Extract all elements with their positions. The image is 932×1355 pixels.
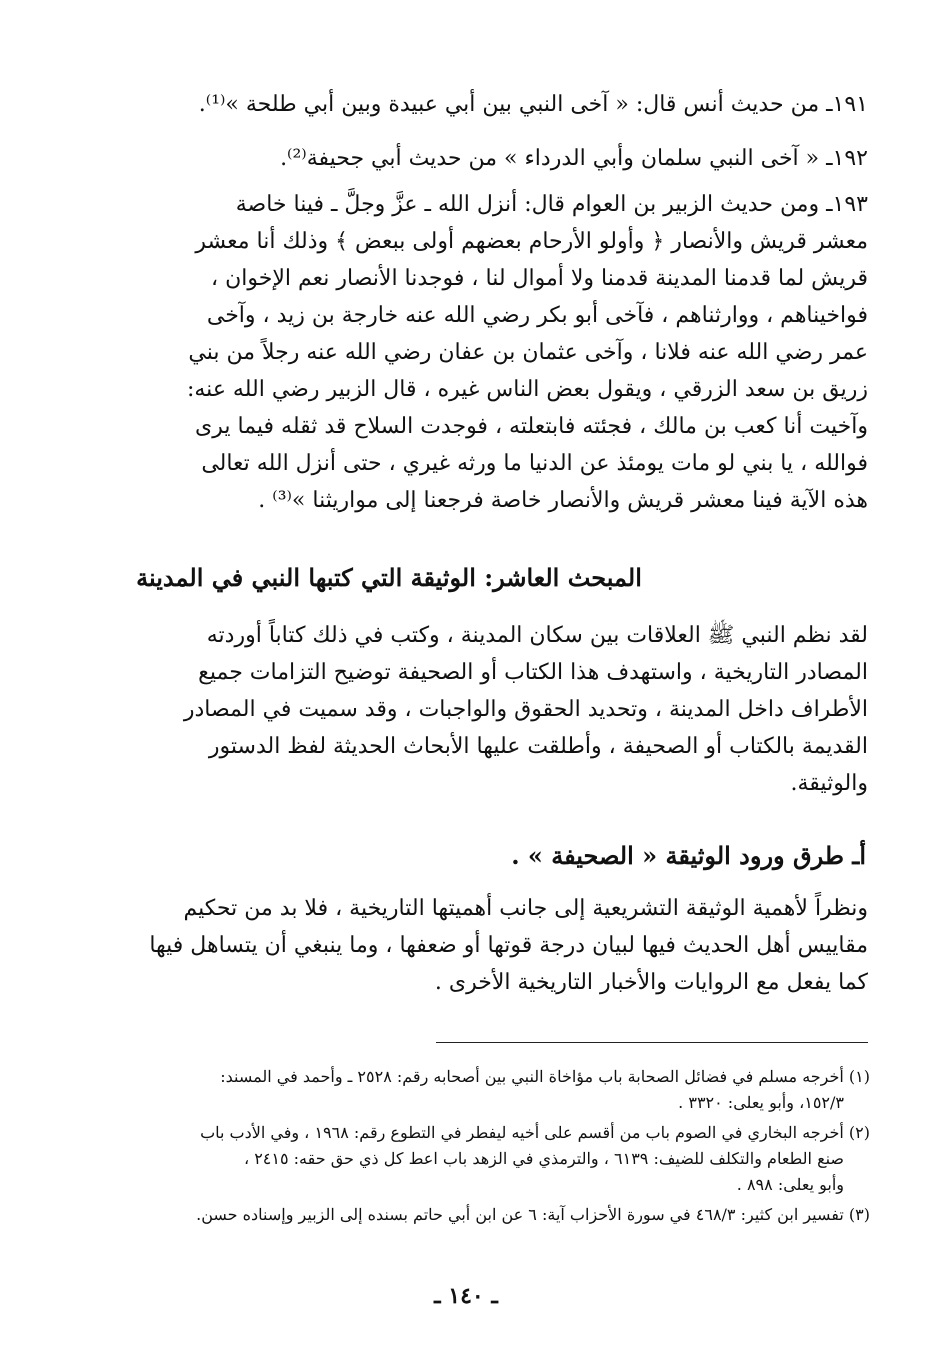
hadith-193-paragraph <box>58 186 868 519</box>
footnote-1-line: (١) أخرجه مسلم في فضائل الصحابة باب مؤاخاة النبي بين أصحابه رقم: ٢٥٢٨ ـ وأحمد في المسند: <box>220 1067 870 1086</box>
hadith-192: ١٩٢ـ « آخى النبي سلمان وأبي الدرداء » من حديث أبي جحيفة⁽²⁾. <box>280 146 868 171</box>
closing-paragraph <box>58 890 868 1001</box>
paragraph-line: ١٩٣ـ ومن حديث الزبير بن العوام قال: أنزل الله ـ عزَّ وجلَّ ـ فينا خاصة <box>235 192 868 217</box>
paragraph-line: قريش لما قدمنا المدينة قدمنا ولا أموال لنا ، فوجدنا الأنصار نعم الإخوان ، <box>211 266 868 291</box>
paragraph-line: معشر قريش والأنصار ﴿ وأولو الأرحام بعضهم أولى ببعض ﴾ وذلك أنا معشر <box>195 229 868 254</box>
footnotes <box>58 1064 870 1228</box>
paragraph-line: كما يفعل مع الروايات والأخبار التاريخية الأخرى . <box>434 970 868 995</box>
paragraph-line: وآخيت أنا كعب بن مالك ، فجئته فابتعلته ، فوجدت السلاح قد ثقله فيما يرى <box>195 414 868 439</box>
footnote-3-line: (٣) تفسير ابن كثير: ٤٦٨/٣ في سورة الأحزاب آية: ٦ عن ابن أبي حاتم بسنده إلى الزبير وإسناده حسن. <box>196 1205 870 1224</box>
paragraph-line: المصادر التاريخية ، واستهدف هذا الكتاب أو الصحيفة توضيح التزامات جميع <box>198 660 868 685</box>
section-heading: المبحث العاشر: الوثيقة التي كتبها النبي في المدينة <box>136 563 642 592</box>
footnote-2-line: (٢) أخرجه البخاري في الصوم باب من أقسم على أخيه ليفطر في التطوع رقم: ١٩٦٨ ، وفي الأدب باب <box>200 1123 870 1142</box>
intro-paragraph <box>58 617 868 802</box>
paragraph-line: لقد نظم النبي ﷺ العلاقات بين سكان المدينة ، وكتب في ذلك كتاباً أوردته <box>206 623 868 648</box>
paragraph-line: هذه الآية فينا معشر قريش والأنصار خاصة فرجعنا إلى مواريثنا »⁽³⁾ . <box>258 488 868 513</box>
paragraph-line: الأطراف داخل المدينة ، وتحديد الحقوق والواجبات ، وقد سميت في المصادر <box>183 697 868 722</box>
hadith-191: ١٩١ـ من حديث أنس قال: « آخى النبي بين أبي عبيدة وبين أبي طلحة »⁽¹⁾. <box>198 92 868 117</box>
footnote-separator <box>436 1042 868 1043</box>
subsection-heading: أـ طرق ورود الوثيقة « الصحيفة » . <box>511 841 866 870</box>
footnote-2-line: وأبو يعلى: ٨٩٨ . <box>736 1175 844 1194</box>
paragraph-line: مقاييس أهل الحديث فيها لبيان درجة قوتها أو ضعفها ، وما ينبغي أن يتساهل فيها <box>149 933 868 958</box>
hadith-191-192 <box>58 78 868 186</box>
paragraph-line: ونظراً لأهمية الوثيقة التشريعية إلى جانب أهميتها التاريخية ، فلا بد من تحكيم <box>183 896 868 921</box>
paragraph-line: فوالله ، يا بني لو مات يومئذ عن الدنيا ما ورثه غيري ، حتى أنزل الله تعالى <box>201 451 868 476</box>
footnote-1-line: ١٥٢/٣، وأبو يعلى: ٣٣٢٠ . <box>678 1093 844 1112</box>
paragraph-line: فواخيناهم ، ووارثناهم ، فآخى أبو بكر رضي الله عنه خارجة بن زيد ، وآخى <box>206 303 868 328</box>
paragraph-line: القديمة بالكتاب أو الصحيفة ، وأطلقت عليها الأبحاث الحديثة لفظ الدستور <box>208 734 868 759</box>
paragraph-line: عمر رضي الله عنه فلانا ، وآخى عثمان بن عفان رضي الله عنه رجلاً من بني <box>188 340 868 365</box>
paragraph-line: والوثيقة. <box>790 771 868 796</box>
page-number: ـ ١٤٠ ـ <box>434 1283 498 1309</box>
paragraph-line: زريق بن سعد الزرقي ، ويقول بعض الناس غيره ، قال الزبير رضي الله عنه: <box>186 377 868 402</box>
footnote-2-line: صنع الطعام والتكلف للضيف: ٦١٣٩ ، والترمذي في الزهد باب اعط كل ذي حق حقه: ٢٤١٥ ، <box>243 1149 844 1168</box>
